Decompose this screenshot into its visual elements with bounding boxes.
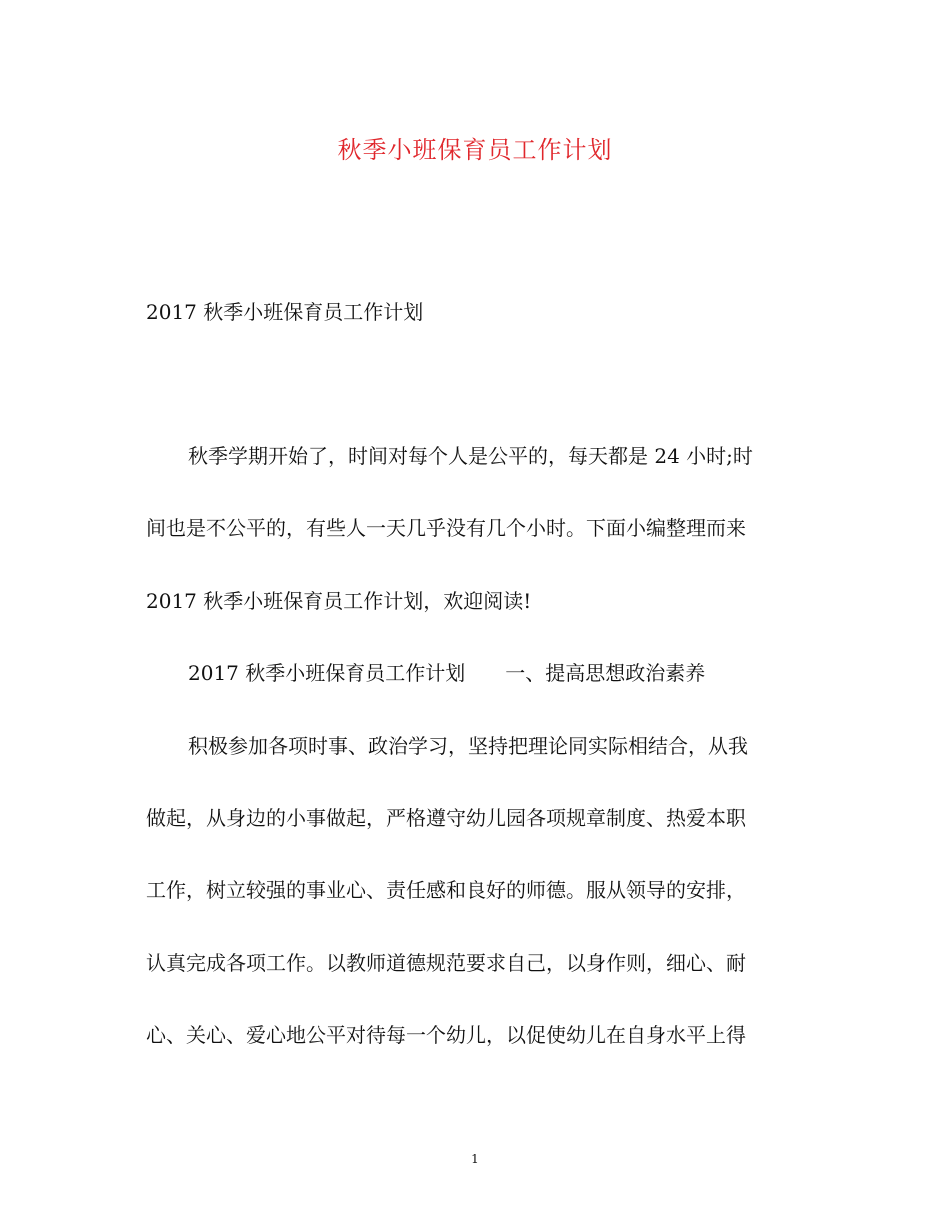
- paragraph-line: 认真完成各项工作。以教师道德规范要求自己，以身作则，细心、耐: [146, 951, 746, 975]
- paragraph-line: 工作，树立较强的事业心、责任感和良好的师德。服从领导的安排，: [146, 878, 746, 902]
- section-heading-line: 2017 秋季小班保育员工作计划 一、提高思想政治素养: [188, 661, 706, 685]
- paragraph-line: 心、关心、爱心地公平对待每一个幼儿，以促使幼儿在自身水平上得: [146, 1023, 746, 1047]
- document-subtitle: 2017 秋季小班保育员工作计划: [146, 300, 424, 324]
- paragraph-line: 间也是不公平的，有些人一天几乎没有几个小时。下面小编整理而来: [146, 516, 746, 540]
- paragraph-line: 2017 秋季小班保育员工作计划，欢迎阅读!: [146, 589, 532, 613]
- paragraph-line: 积极参加各项时事、政治学习，坚持把理论同实际相结合，从我: [188, 734, 748, 758]
- paragraph-line: 做起，从身边的小事做起，严格遵守幼儿园各项规章制度、热爱本职: [146, 806, 746, 830]
- page-title: 秋季小班保育员工作计划: [337, 136, 613, 164]
- page-number: 1: [471, 1152, 479, 1166]
- paragraph-line: 秋季学期开始了，时间对每个人是公平的，每天都是 24 小时;时: [188, 444, 753, 468]
